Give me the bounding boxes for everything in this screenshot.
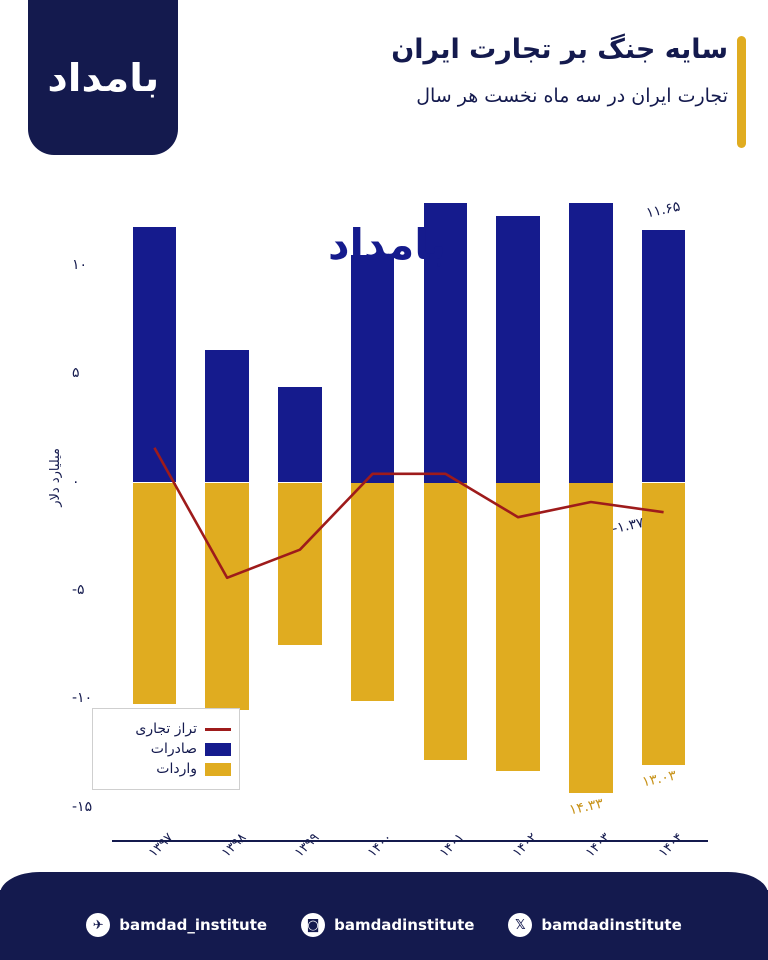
page-title: سایه جنگ بر تجارت ایران <box>391 34 728 65</box>
legend-swatch-line-icon <box>205 728 231 731</box>
y-axis-title: میلیارد دلار <box>48 448 63 507</box>
page-subtitle: تجارت ایران در سه ماه نخست هر سال <box>416 85 728 108</box>
value-label-exports-last: ۱۱.۶۵ <box>644 198 682 222</box>
social-telegram[interactable] <box>86 913 267 937</box>
social-handle-telegram: bamdad_institute <box>119 916 268 934</box>
chart-container <box>0 168 768 890</box>
instagram-icon: ◙ <box>301 913 325 937</box>
x-tick-label: ۱۴۰۱ <box>437 830 468 861</box>
social-handle-instagram: bamdadinstitute <box>334 916 475 934</box>
accent-bar <box>737 36 746 148</box>
legend-item-balance <box>101 721 231 737</box>
y-tick-label: ۱۰ <box>72 256 88 273</box>
x-tick-label: ۱۴۰۲ <box>510 830 541 861</box>
x-tick-label: ۱۴۰۰ <box>364 830 395 861</box>
y-tick-label: -۱۵ <box>72 798 93 815</box>
title-block <box>268 32 728 110</box>
legend-swatch-gold-icon <box>205 763 231 776</box>
legend-label: تراز تجاری <box>135 721 197 737</box>
x-icon: 𝕏 <box>508 913 532 937</box>
value-label-imports-1403: ۱۴.۳۳ <box>567 795 605 819</box>
y-tick-label: -۱۰ <box>72 690 93 707</box>
social-instagram[interactable] <box>301 913 474 937</box>
footer <box>0 890 768 960</box>
chart-watermark: بامداد <box>328 220 446 269</box>
x-tick-label: ۱۳۹۹ <box>291 830 323 861</box>
legend-label: واردات <box>156 761 197 777</box>
legend-item-exports <box>101 741 231 757</box>
x-tick-label: ۱۴۰۳ <box>582 830 614 861</box>
header <box>0 0 768 168</box>
y-tick-label: ۵ <box>72 365 80 382</box>
x-tick-label: ۱۴۰۴ <box>655 830 686 861</box>
x-axis <box>112 840 708 842</box>
legend-swatch-blue-icon <box>205 743 231 756</box>
y-tick-label: -۵ <box>72 581 85 598</box>
x-tick-label: ۱۳۹۸ <box>219 830 250 861</box>
social-x[interactable] <box>508 913 681 937</box>
chart-legend <box>92 708 240 790</box>
social-handle-x: bamdadinstitute <box>541 916 682 934</box>
legend-item-imports <box>101 761 231 777</box>
value-label-imports-last: ۱۳.۰۳ <box>640 767 678 791</box>
brand-logo <box>28 0 178 155</box>
y-tick-label: ۰ <box>72 473 80 490</box>
x-tick-label: ۱۳۹۷ <box>146 830 177 861</box>
legend-label: صادرات <box>150 741 197 757</box>
brand-logo-text: بامداد <box>47 55 159 100</box>
telegram-icon: ✈ <box>86 913 110 937</box>
value-label-balance-last: -۱.۳۷ <box>610 515 646 538</box>
